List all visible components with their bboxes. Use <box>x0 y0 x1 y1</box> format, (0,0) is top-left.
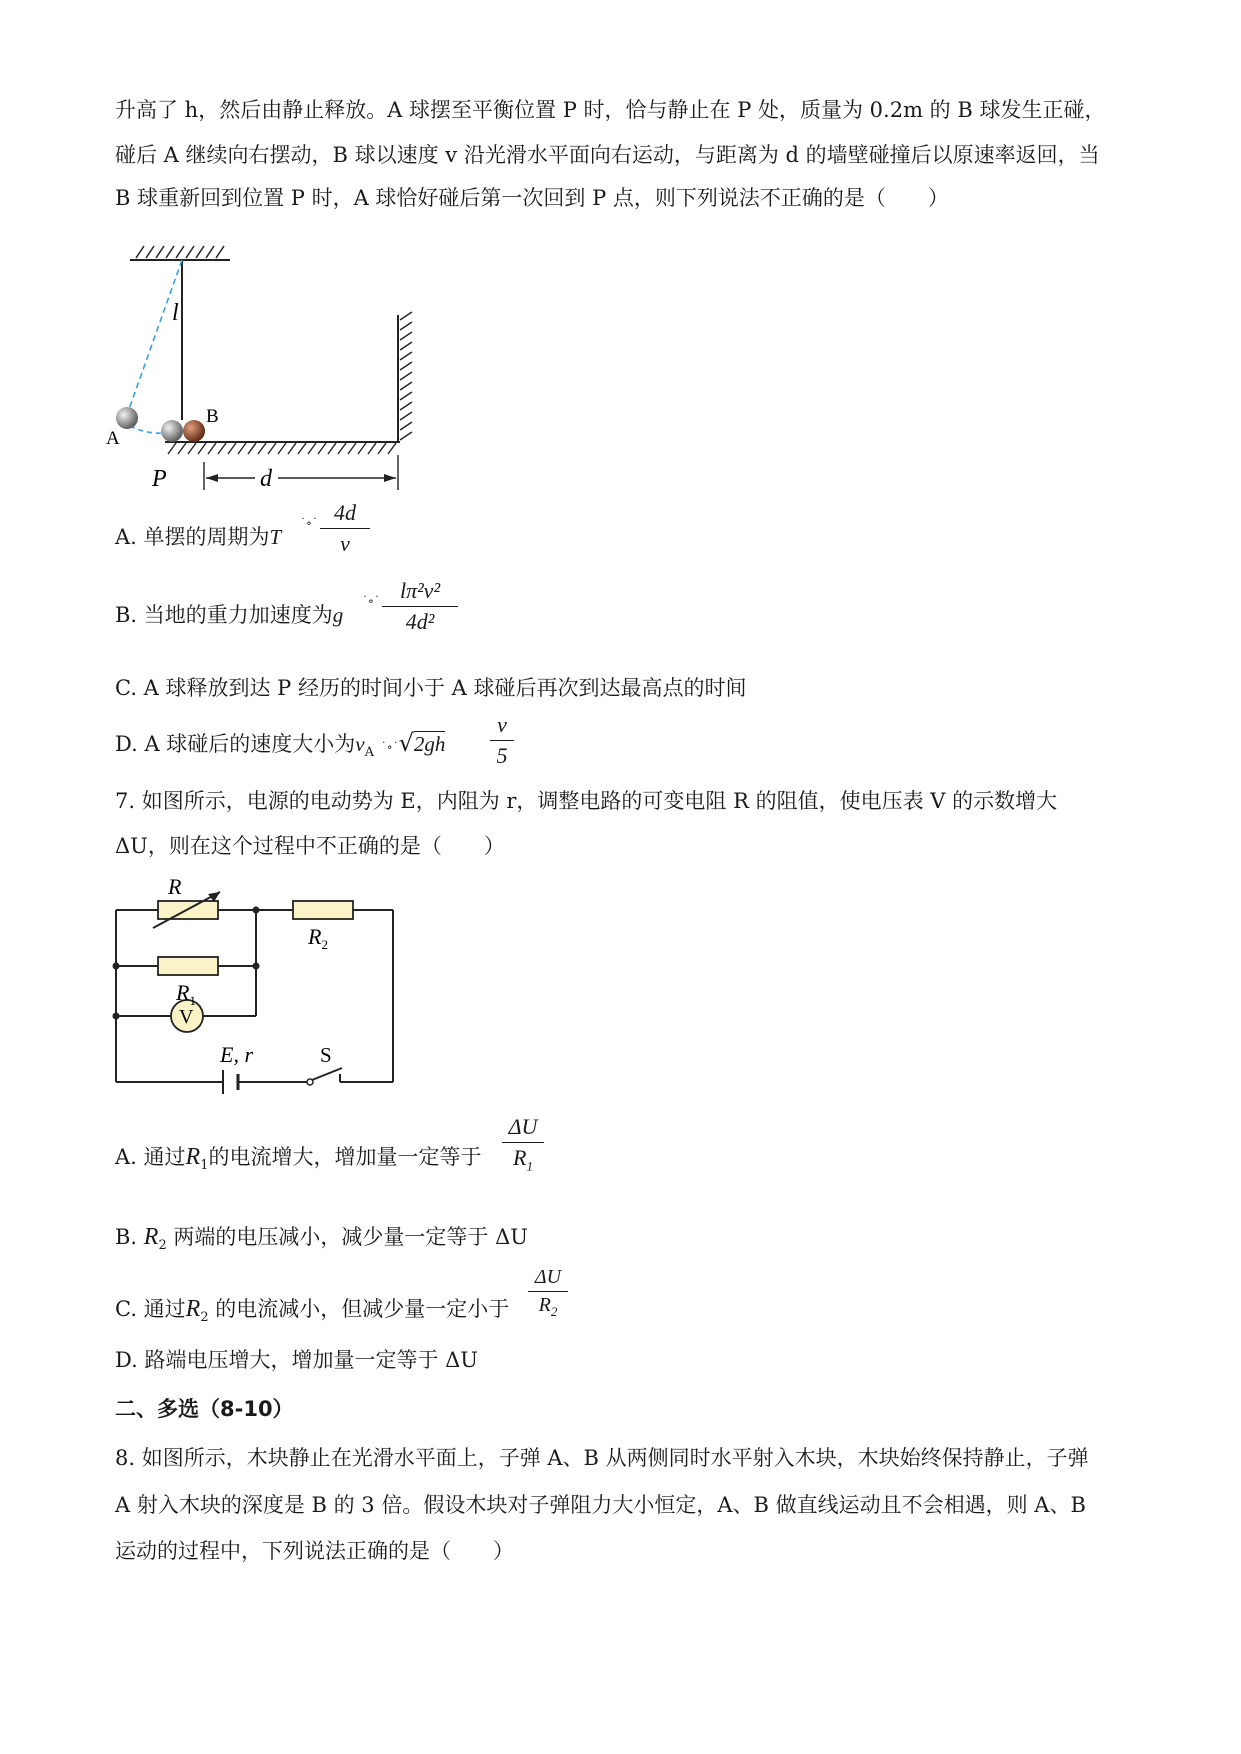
q7-option-c-fraction: ΔU $R_2$ <box>528 1266 568 1320</box>
section-title: 二、多选（8-10） <box>115 1397 294 1421</box>
q6-option-d-fraction: v 5 <box>490 712 514 769</box>
q7-line-2: ΔU，则在这个过程中不正确的是（ ） <box>115 834 505 858</box>
q6-option-d-prefix: D. A 球碰后的速度大小为 <box>115 732 356 756</box>
ball-b <box>183 420 205 442</box>
q7-option-c[interactable]: C. 通过$R_2$ 的电流减小，但减少量一定小于 <box>115 1296 510 1326</box>
mark-symbol: ˙∘˙ <box>300 516 318 530</box>
q6-option-a[interactable] <box>115 522 281 552</box>
q8-line-3: 运动的过程中，下列说法正确的是（ ） <box>115 1539 514 1563</box>
q6-option-b-var: g <box>332 603 344 627</box>
pendulum-figure <box>106 240 430 495</box>
q6-option-b-fraction: lπ²v² 4d² <box>382 578 458 635</box>
voltmeter-label: V <box>179 1006 194 1028</box>
q6-option-a-prefix: A. 单摆的周期为 <box>115 525 270 549</box>
q6-option-d[interactable]: D. A 球碰后的速度大小为$v_A$ ˙∘˙√2gh <box>115 729 446 761</box>
q7-option-a[interactable]: A. 通过$R_1$的电流增大，增加量一定等于 <box>115 1144 482 1174</box>
q6-line-1: 升高了 h，然后由静止释放。A 球摆至平衡位置 P 时，恰与静止在 P 处，质量为 0.2m 的 B 球发生正碰， <box>115 98 1106 122</box>
label-s: S <box>320 1043 332 1067</box>
resistor-r1 <box>158 957 218 975</box>
label-r2: $R_2$ <box>308 924 328 952</box>
label-d: d <box>260 466 272 492</box>
label-p: P <box>152 466 167 492</box>
switch <box>312 1068 342 1080</box>
label-a: A <box>106 428 120 449</box>
label-r1: $R_1$ <box>176 980 196 1008</box>
label-l: l <box>172 300 179 326</box>
q8-line-1: 8. 如图所示，木块静止在光滑水平面上，子弹 A、B 从两侧同时水平射入木块，木块始终保持静止，子弹 <box>115 1446 1089 1470</box>
q8-line-2: A 射入木块的深度是 B 的 3 倍。假设木块对子弹阻力大小恒定，A、B 做直线运动且不会相遇，则 A、B <box>115 1493 1086 1517</box>
q6-option-c[interactable]: C. A 球释放到达 P 经历的时间小于 A 球碰后再次到达最高点的时间 <box>115 676 747 700</box>
q7-line-1: 7. 如图所示，电源的电动势为 E，内阻为 r，调整电路的可变电阻 R 的阻值，使电压表 V 的示数增大 <box>115 789 1058 813</box>
q6-line-2: 碰后 A 继续向右摆动，B 球以速度 v 沿光滑水平面向右运动，与距离为 d 的墙壁碰撞后以原速率返回，当 <box>115 143 1100 167</box>
label-b: B <box>206 406 219 427</box>
resistor-r2 <box>293 901 353 919</box>
q7-option-a-fraction: ΔU $R_1$ <box>502 1114 544 1174</box>
label-er: E, r <box>220 1042 253 1067</box>
q7-option-b[interactable]: B. $R_2$ 两端的电压减小，减少量一定等于 ΔU <box>115 1224 528 1254</box>
ball-a <box>161 420 183 442</box>
q6-line-3: B 球重新回到位置 P 时，A 球恰好碰后第一次回到 P 点，则下列说法不正确的是（ ） <box>115 186 949 210</box>
circuit-figure <box>108 870 408 1100</box>
q6-option-a-var: T <box>269 525 282 549</box>
label-r: R <box>168 874 182 899</box>
q6-option-b[interactable] <box>115 600 343 630</box>
q6-option-a-fraction: 4d v <box>320 500 370 557</box>
ball-a-raised <box>116 407 138 429</box>
q7-option-d[interactable]: D. 路端电压增大，增加量一定等于 ΔU <box>115 1348 478 1372</box>
q6-option-b-prefix: B. 当地的重力加速度为 <box>115 603 333 627</box>
mark-symbol: ˙∘˙ <box>362 594 380 608</box>
